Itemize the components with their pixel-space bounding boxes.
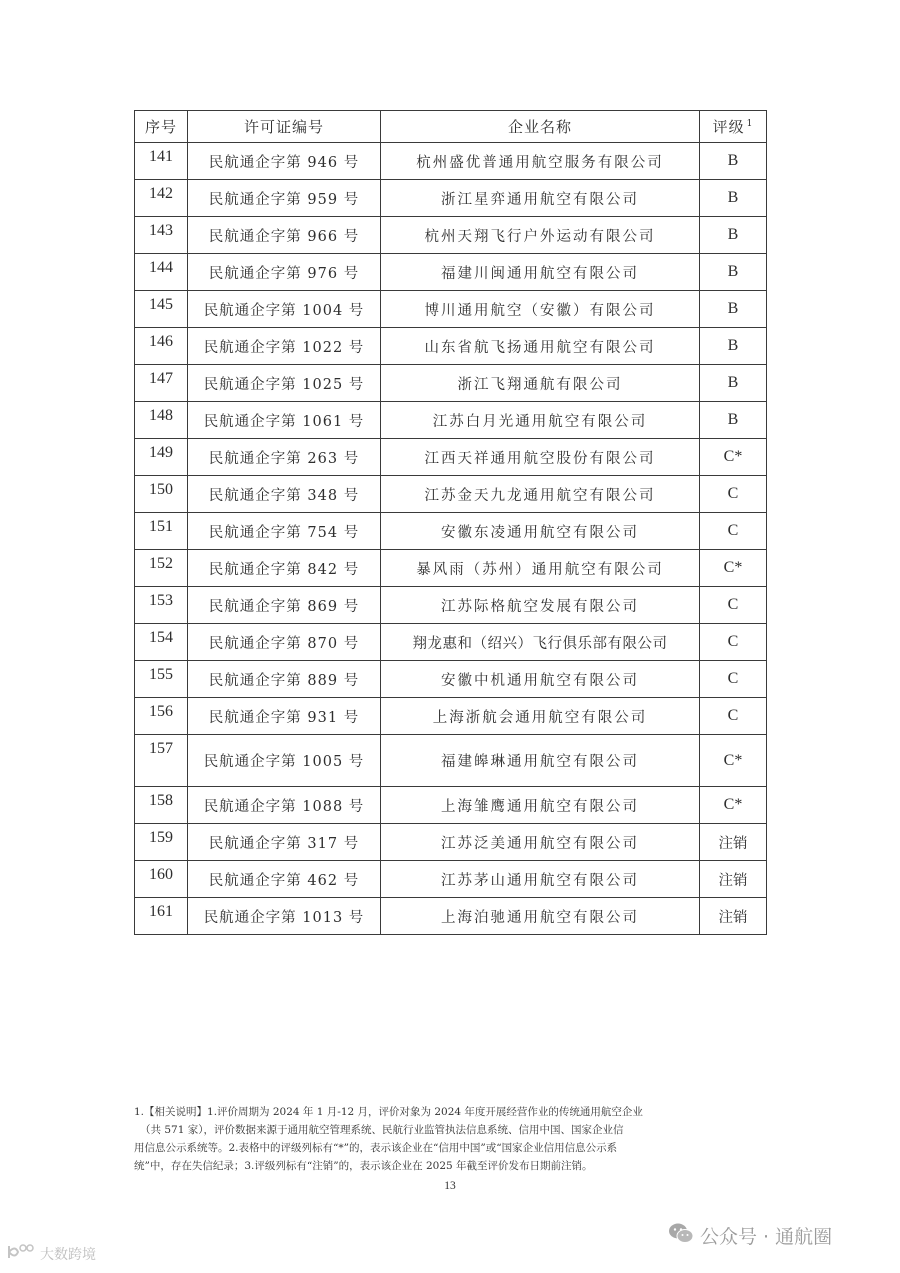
cell-seq: 141 xyxy=(135,143,188,180)
table-row xyxy=(135,898,767,935)
cell-grade: C xyxy=(700,513,767,550)
cell-grade: C* xyxy=(700,550,767,587)
cell-seq: 148 xyxy=(135,402,188,439)
cell-license: 民航通企字第 869 号 xyxy=(188,587,381,624)
table-row xyxy=(135,254,767,291)
credit-rating-table xyxy=(134,110,767,935)
footnote-mark: 1 xyxy=(746,119,754,129)
cell-company: 杭州天翔飞行户外运动有限公司 xyxy=(381,217,700,254)
cell-grade: 注销 xyxy=(700,861,767,898)
cell-company: 上海浙航会通用航空有限公司 xyxy=(381,698,700,735)
cell-grade: C* xyxy=(700,439,767,476)
cell-company: 博川通用航空（安徽）有限公司 xyxy=(381,291,700,328)
cell-seq: 151 xyxy=(135,513,188,550)
cell-grade: C* xyxy=(700,787,767,824)
cell-seq: 155 xyxy=(135,661,188,698)
cell-company: 浙江飞翔通航有限公司 xyxy=(381,365,700,402)
cell-grade: B xyxy=(700,328,767,365)
cell-company: 上海泊驰通用航空有限公司 xyxy=(381,898,700,935)
cell-grade: C xyxy=(700,476,767,513)
table-row xyxy=(135,624,767,661)
wechat-account-label: 公众号 · 通航圈 xyxy=(700,1226,833,1248)
cell-license: 民航通企字第 870 号 xyxy=(188,624,381,661)
table-row xyxy=(135,365,767,402)
cell-seq: 144 xyxy=(135,254,188,291)
table-row xyxy=(135,698,767,735)
table-row xyxy=(135,787,767,824)
cell-license: 民航通企字第 462 号 xyxy=(188,861,381,898)
wechat-watermark xyxy=(668,1222,832,1249)
table-row xyxy=(135,217,767,254)
cell-license: 民航通企字第 263 号 xyxy=(188,439,381,476)
header-grade xyxy=(700,111,767,143)
table-row xyxy=(135,328,767,365)
header-seq: 序号 xyxy=(135,111,188,143)
cell-grade: C* xyxy=(700,735,767,787)
cell-grade: B xyxy=(700,217,767,254)
table-row xyxy=(135,824,767,861)
cell-company: 浙江星弈通用航空有限公司 xyxy=(381,180,700,217)
table-row xyxy=(135,513,767,550)
cell-grade: B xyxy=(700,143,767,180)
cell-seq: 154 xyxy=(135,624,188,661)
cell-license: 民航通企字第 946 号 xyxy=(188,143,381,180)
cell-grade: B xyxy=(700,402,767,439)
cell-license: 民航通企字第 1013 号 xyxy=(188,898,381,935)
wechat-icon xyxy=(668,1222,694,1249)
cell-seq: 150 xyxy=(135,476,188,513)
cell-seq: 152 xyxy=(135,550,188,587)
cell-seq: 142 xyxy=(135,180,188,217)
cell-company: 江苏茅山通用航空有限公司 xyxy=(381,861,700,898)
table-row xyxy=(135,476,767,513)
cell-company: 江苏金天九龙通用航空有限公司 xyxy=(381,476,700,513)
cell-license: 民航通企字第 931 号 xyxy=(188,698,381,735)
cell-license: 民航通企字第 1061 号 xyxy=(188,402,381,439)
table-row xyxy=(135,550,767,587)
table-row xyxy=(135,735,767,787)
cell-seq: 143 xyxy=(135,217,188,254)
cell-seq: 145 xyxy=(135,291,188,328)
cell-seq: 153 xyxy=(135,587,188,624)
header-company: 企业名称 xyxy=(381,111,700,143)
cell-license: 民航通企字第 317 号 xyxy=(188,824,381,861)
footnote-line: 统”中，存在失信纪录；3.评级列标有“注销”的，表示该企业在 2025 年截至评价发布日期前注销。 xyxy=(134,1160,593,1172)
cell-license: 民航通企字第 754 号 xyxy=(188,513,381,550)
cell-grade: C xyxy=(700,587,767,624)
cell-seq: 160 xyxy=(135,861,188,898)
table-row xyxy=(135,402,767,439)
cell-company: 江苏泛美通用航空有限公司 xyxy=(381,824,700,861)
brand-watermark xyxy=(6,1243,96,1265)
cell-license: 民航通企字第 966 号 xyxy=(188,217,381,254)
cell-company: 安徽中机通用航空有限公司 xyxy=(381,661,700,698)
cell-company: 江苏际格航空发展有限公司 xyxy=(381,587,700,624)
cell-license: 民航通企字第 1004 号 xyxy=(188,291,381,328)
cell-seq: 149 xyxy=(135,439,188,476)
header-grade-label: 评级 xyxy=(712,118,745,136)
cell-seq: 157 xyxy=(135,735,188,787)
cell-seq: 158 xyxy=(135,787,188,824)
table-row xyxy=(135,861,767,898)
cell-license: 民航通企字第 976 号 xyxy=(188,254,381,291)
cell-grade: B xyxy=(700,180,767,217)
cell-company: 翔龙惠和（绍兴）飞行俱乐部有限公司 xyxy=(381,624,700,661)
cell-grade: C xyxy=(700,624,767,661)
cell-company: 上海雏鹰通用航空有限公司 xyxy=(381,787,700,824)
cell-grade: C xyxy=(700,661,767,698)
cell-grade: 注销 xyxy=(700,824,767,861)
cell-company: 杭州盛优普通用航空服务有限公司 xyxy=(381,143,700,180)
footnote-line: 用信息公示系统等。2.表格中的评级列标有“*”的，表示该企业在“信用中国”或“国家企业信用信息公示系 xyxy=(134,1142,618,1154)
table-row xyxy=(135,439,767,476)
cell-license: 民航通企字第 889 号 xyxy=(188,661,381,698)
cell-license: 民航通企字第 959 号 xyxy=(188,180,381,217)
brand-logo-icon xyxy=(6,1243,36,1265)
cell-seq: 147 xyxy=(135,365,188,402)
cell-grade: B xyxy=(700,254,767,291)
cell-license: 民航通企字第 1025 号 xyxy=(188,365,381,402)
table-row xyxy=(135,180,767,217)
footnote xyxy=(134,1103,774,1175)
footnote-line: （共 571 家），评价数据来源于通用航空管理系统、民航行业监管执法信息系统、信用中国、国家企业信 xyxy=(140,1124,624,1136)
cell-grade: C xyxy=(700,698,767,735)
cell-license: 民航通企字第 1022 号 xyxy=(188,328,381,365)
table-row xyxy=(135,291,767,328)
cell-license: 民航通企字第 1088 号 xyxy=(188,787,381,824)
cell-license: 民航通企字第 348 号 xyxy=(188,476,381,513)
table-row xyxy=(135,587,767,624)
cell-grade: B xyxy=(700,291,767,328)
cell-company: 江西天祥通用航空股份有限公司 xyxy=(381,439,700,476)
cell-grade: B xyxy=(700,365,767,402)
cell-company: 福建皞琳通用航空有限公司 xyxy=(381,735,700,787)
page-number: 13 xyxy=(444,1180,456,1192)
footnote-line: 1.【相关说明】1.评价周期为 2024 年 1 月-12 月，评价对象为 2024 年度开展经营作业的传统通用航空企业 xyxy=(134,1106,643,1118)
cell-company: 山东省航飞扬通用航空有限公司 xyxy=(381,328,700,365)
table-header-row xyxy=(135,111,767,143)
header-license: 许可证编号 xyxy=(188,111,381,143)
brand-watermark-label: 大数跨境 xyxy=(40,1247,96,1263)
cell-license: 民航通企字第 1005 号 xyxy=(188,735,381,787)
cell-grade: 注销 xyxy=(700,898,767,935)
cell-seq: 146 xyxy=(135,328,188,365)
cell-company: 暴风雨（苏州）通用航空有限公司 xyxy=(381,550,700,587)
cell-company: 安徽东凌通用航空有限公司 xyxy=(381,513,700,550)
table-row xyxy=(135,661,767,698)
table-row xyxy=(135,143,767,180)
cell-company: 福建川闽通用航空有限公司 xyxy=(381,254,700,291)
cell-seq: 159 xyxy=(135,824,188,861)
cell-seq: 161 xyxy=(135,898,188,935)
cell-license: 民航通企字第 842 号 xyxy=(188,550,381,587)
cell-company: 江苏白月光通用航空有限公司 xyxy=(381,402,700,439)
cell-seq: 156 xyxy=(135,698,188,735)
